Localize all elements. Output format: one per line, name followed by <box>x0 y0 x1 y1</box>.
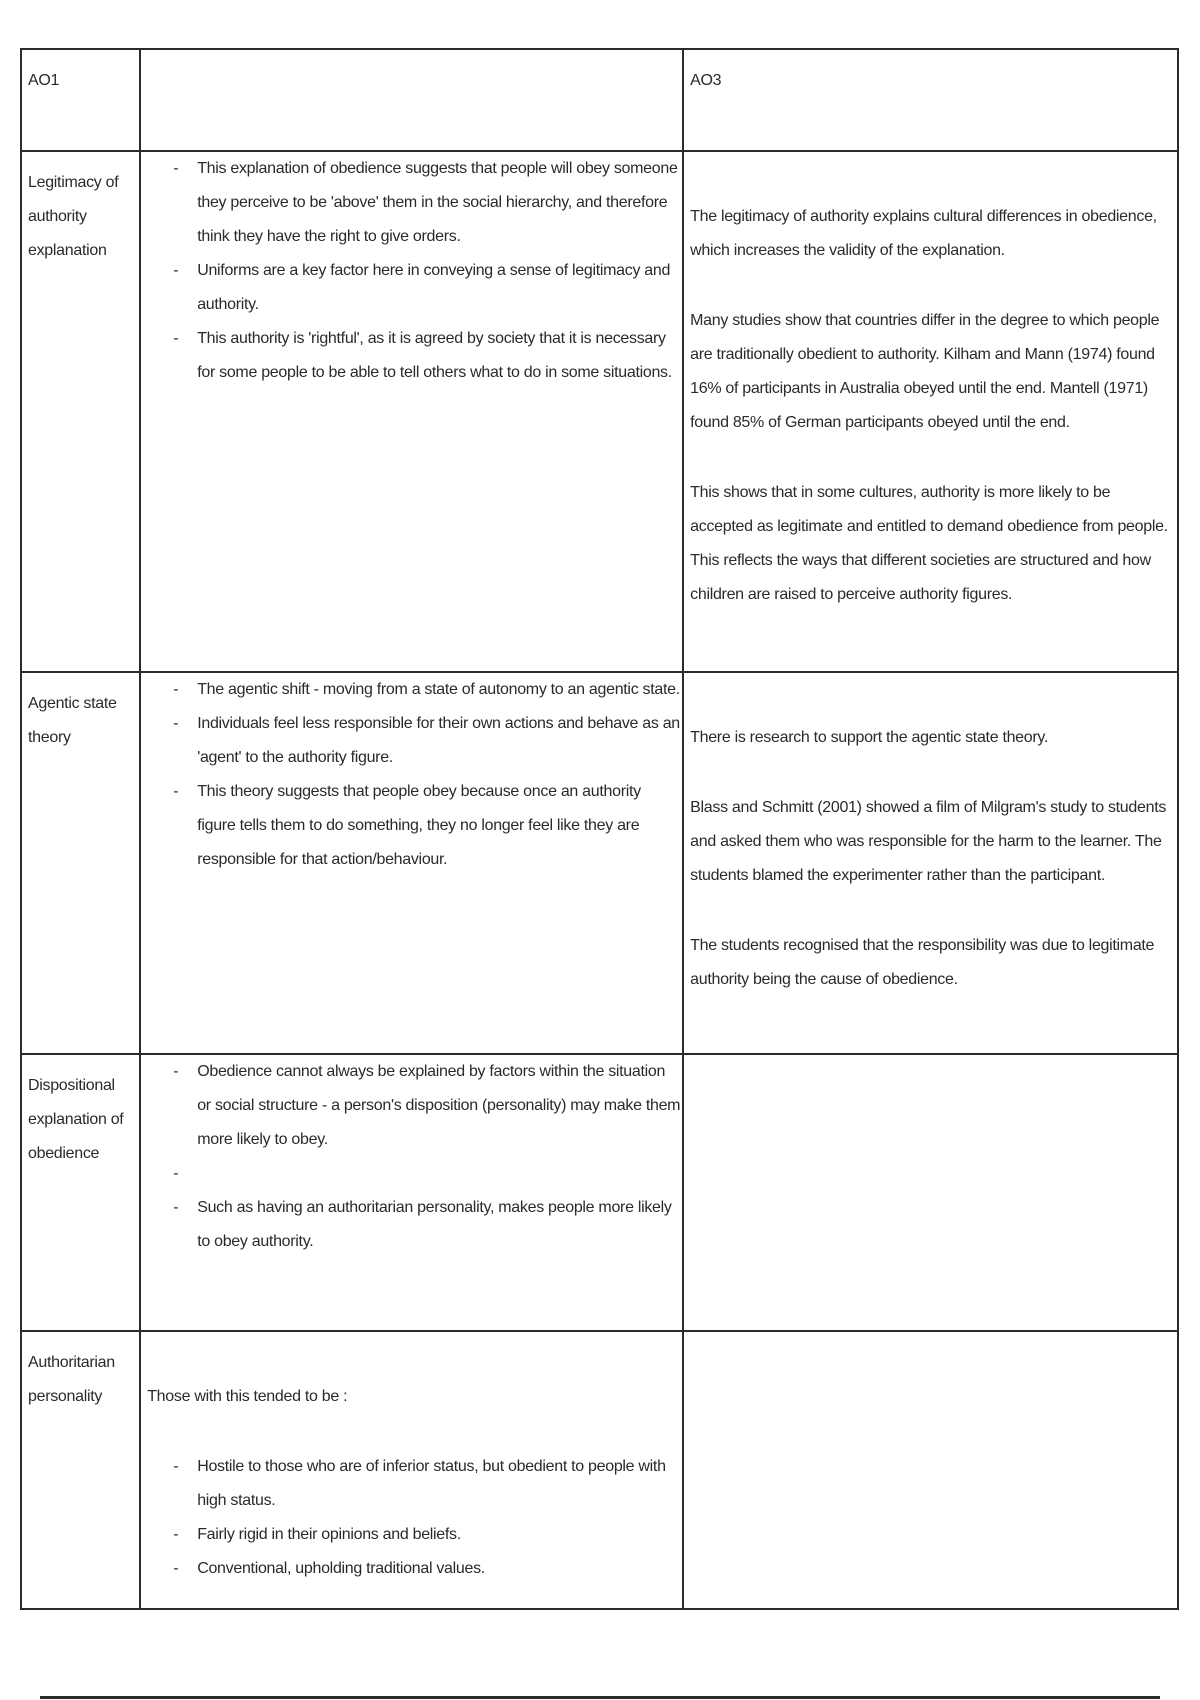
topic-label: Agentic state theory <box>28 695 117 746</box>
footer-divider <box>40 1696 1160 1699</box>
topic-label: Authoritarian personality <box>28 1354 115 1405</box>
ao1-bullet-list <box>141 1055 682 1259</box>
topic-cell <box>21 1331 140 1609</box>
header-row <box>21 49 1178 151</box>
bullet-item: - Such as having an authoritarian personality, makes people more likely to obey authority. <box>197 1191 682 1259</box>
topic-cell <box>21 151 140 672</box>
ao3-content <box>684 673 1177 997</box>
ao3-cell <box>683 151 1178 672</box>
header-ao3-label: AO3 <box>690 72 722 89</box>
bullet-item: - Conventional, upholding traditional values. <box>197 1552 682 1586</box>
header-empty-label <box>141 50 682 64</box>
ao3-cell <box>683 1054 1178 1331</box>
ao1-bullet-list <box>141 1450 682 1586</box>
header-ao1-cell <box>140 49 683 151</box>
header-ao1-label: AO1 <box>28 72 60 89</box>
table-row-legitimacy <box>21 151 1178 672</box>
ao3-paragraph: The legitimacy of authority explains cultural differences in obedience, which increases the validity of the explanation. <box>690 208 1157 259</box>
ao1-bullet-list <box>141 152 682 390</box>
bullet-item: - Fairly rigid in their opinions and beliefs. <box>197 1518 682 1552</box>
topic-cell <box>21 672 140 1054</box>
ao3-cell <box>683 1331 1178 1609</box>
ao3-paragraph: Blass and Schmitt (2001) showed a film of Milgram's study to students and asked them who was responsible for the harm to the learner. The students blamed the experimenter rather than the participant. <box>690 799 1167 884</box>
bullet-item: - This theory suggests that people obey because once an authority figure tells them to do something, they no longer feel like they are responsible for that action/behaviour. <box>197 775 682 877</box>
bullet-item: - Obedience cannot always be explained by factors within the situation or social structure - a person's disposition (personality) may make them more likely to obey. <box>197 1055 682 1157</box>
list-spacer <box>197 1157 682 1191</box>
topic-cell <box>21 1054 140 1331</box>
ao1-cell <box>140 1331 683 1609</box>
ao1-intro: Those with this tended to be : <box>147 1388 348 1405</box>
ao3-paragraph: Many studies show that countries differ in the degree to which people are traditionally obedient to authority. Kilham and Mann (1974) found 16% of participants in Australia obeyed until the end. Mantell (1971) found 85% of German participants obeyed until the end. <box>690 312 1160 431</box>
topic-label: Dispositional explanation of obedience <box>28 1077 124 1162</box>
bullet-item: - The agentic shift - moving from a state of autonomy to an agentic state. <box>197 673 682 707</box>
topic-label: Legitimacy of authority explanation <box>28 174 119 259</box>
bullet-item: - This authority is 'rightful', as it is agreed by society that it is necessary for some people to be able to tell others what to do in some situations. <box>197 322 682 390</box>
bullet-item: - Hostile to those who are of inferior status, but obedient to people with high status. <box>197 1450 682 1518</box>
ao3-paragraph: This shows that in some cultures, authority is more likely to be accepted as legitimate and entitled to demand obedience from people. This reflects the ways that different societies are structured and how children are raised to perceive authority figures. <box>690 484 1168 603</box>
bullet-item: - This explanation of obedience suggests that people will obey someone they perceive to be 'above' them in the social hierarchy, and therefore think they have the right to give orders. <box>197 152 682 254</box>
header-ao3-cell <box>683 49 1178 151</box>
ao3-content <box>684 152 1177 612</box>
ao1-bullet-list <box>141 673 682 877</box>
ao3-cell <box>683 672 1178 1054</box>
bullet-item: - Uniforms are a key factor here in conveying a sense of legitimacy and authority. <box>197 254 682 322</box>
table-row-agentic-state <box>21 672 1178 1054</box>
ao3-paragraph: There is research to support the agentic state theory. <box>690 729 1049 746</box>
ao3-paragraph: The students recognised that the responsibility was due to legitimate authority being the cause of obedience. <box>690 937 1155 988</box>
notes-table <box>20 48 1179 1610</box>
ao1-cell <box>140 672 683 1054</box>
ao1-cell <box>140 1054 683 1331</box>
bullet-item: - Individuals feel less responsible for their own actions and behave as an 'agent' to the authority figure. <box>197 707 682 775</box>
table-row-authoritarian <box>21 1331 1178 1609</box>
header-topic-cell <box>21 49 140 151</box>
table-row-dispositional <box>21 1054 1178 1331</box>
ao1-cell <box>140 151 683 672</box>
